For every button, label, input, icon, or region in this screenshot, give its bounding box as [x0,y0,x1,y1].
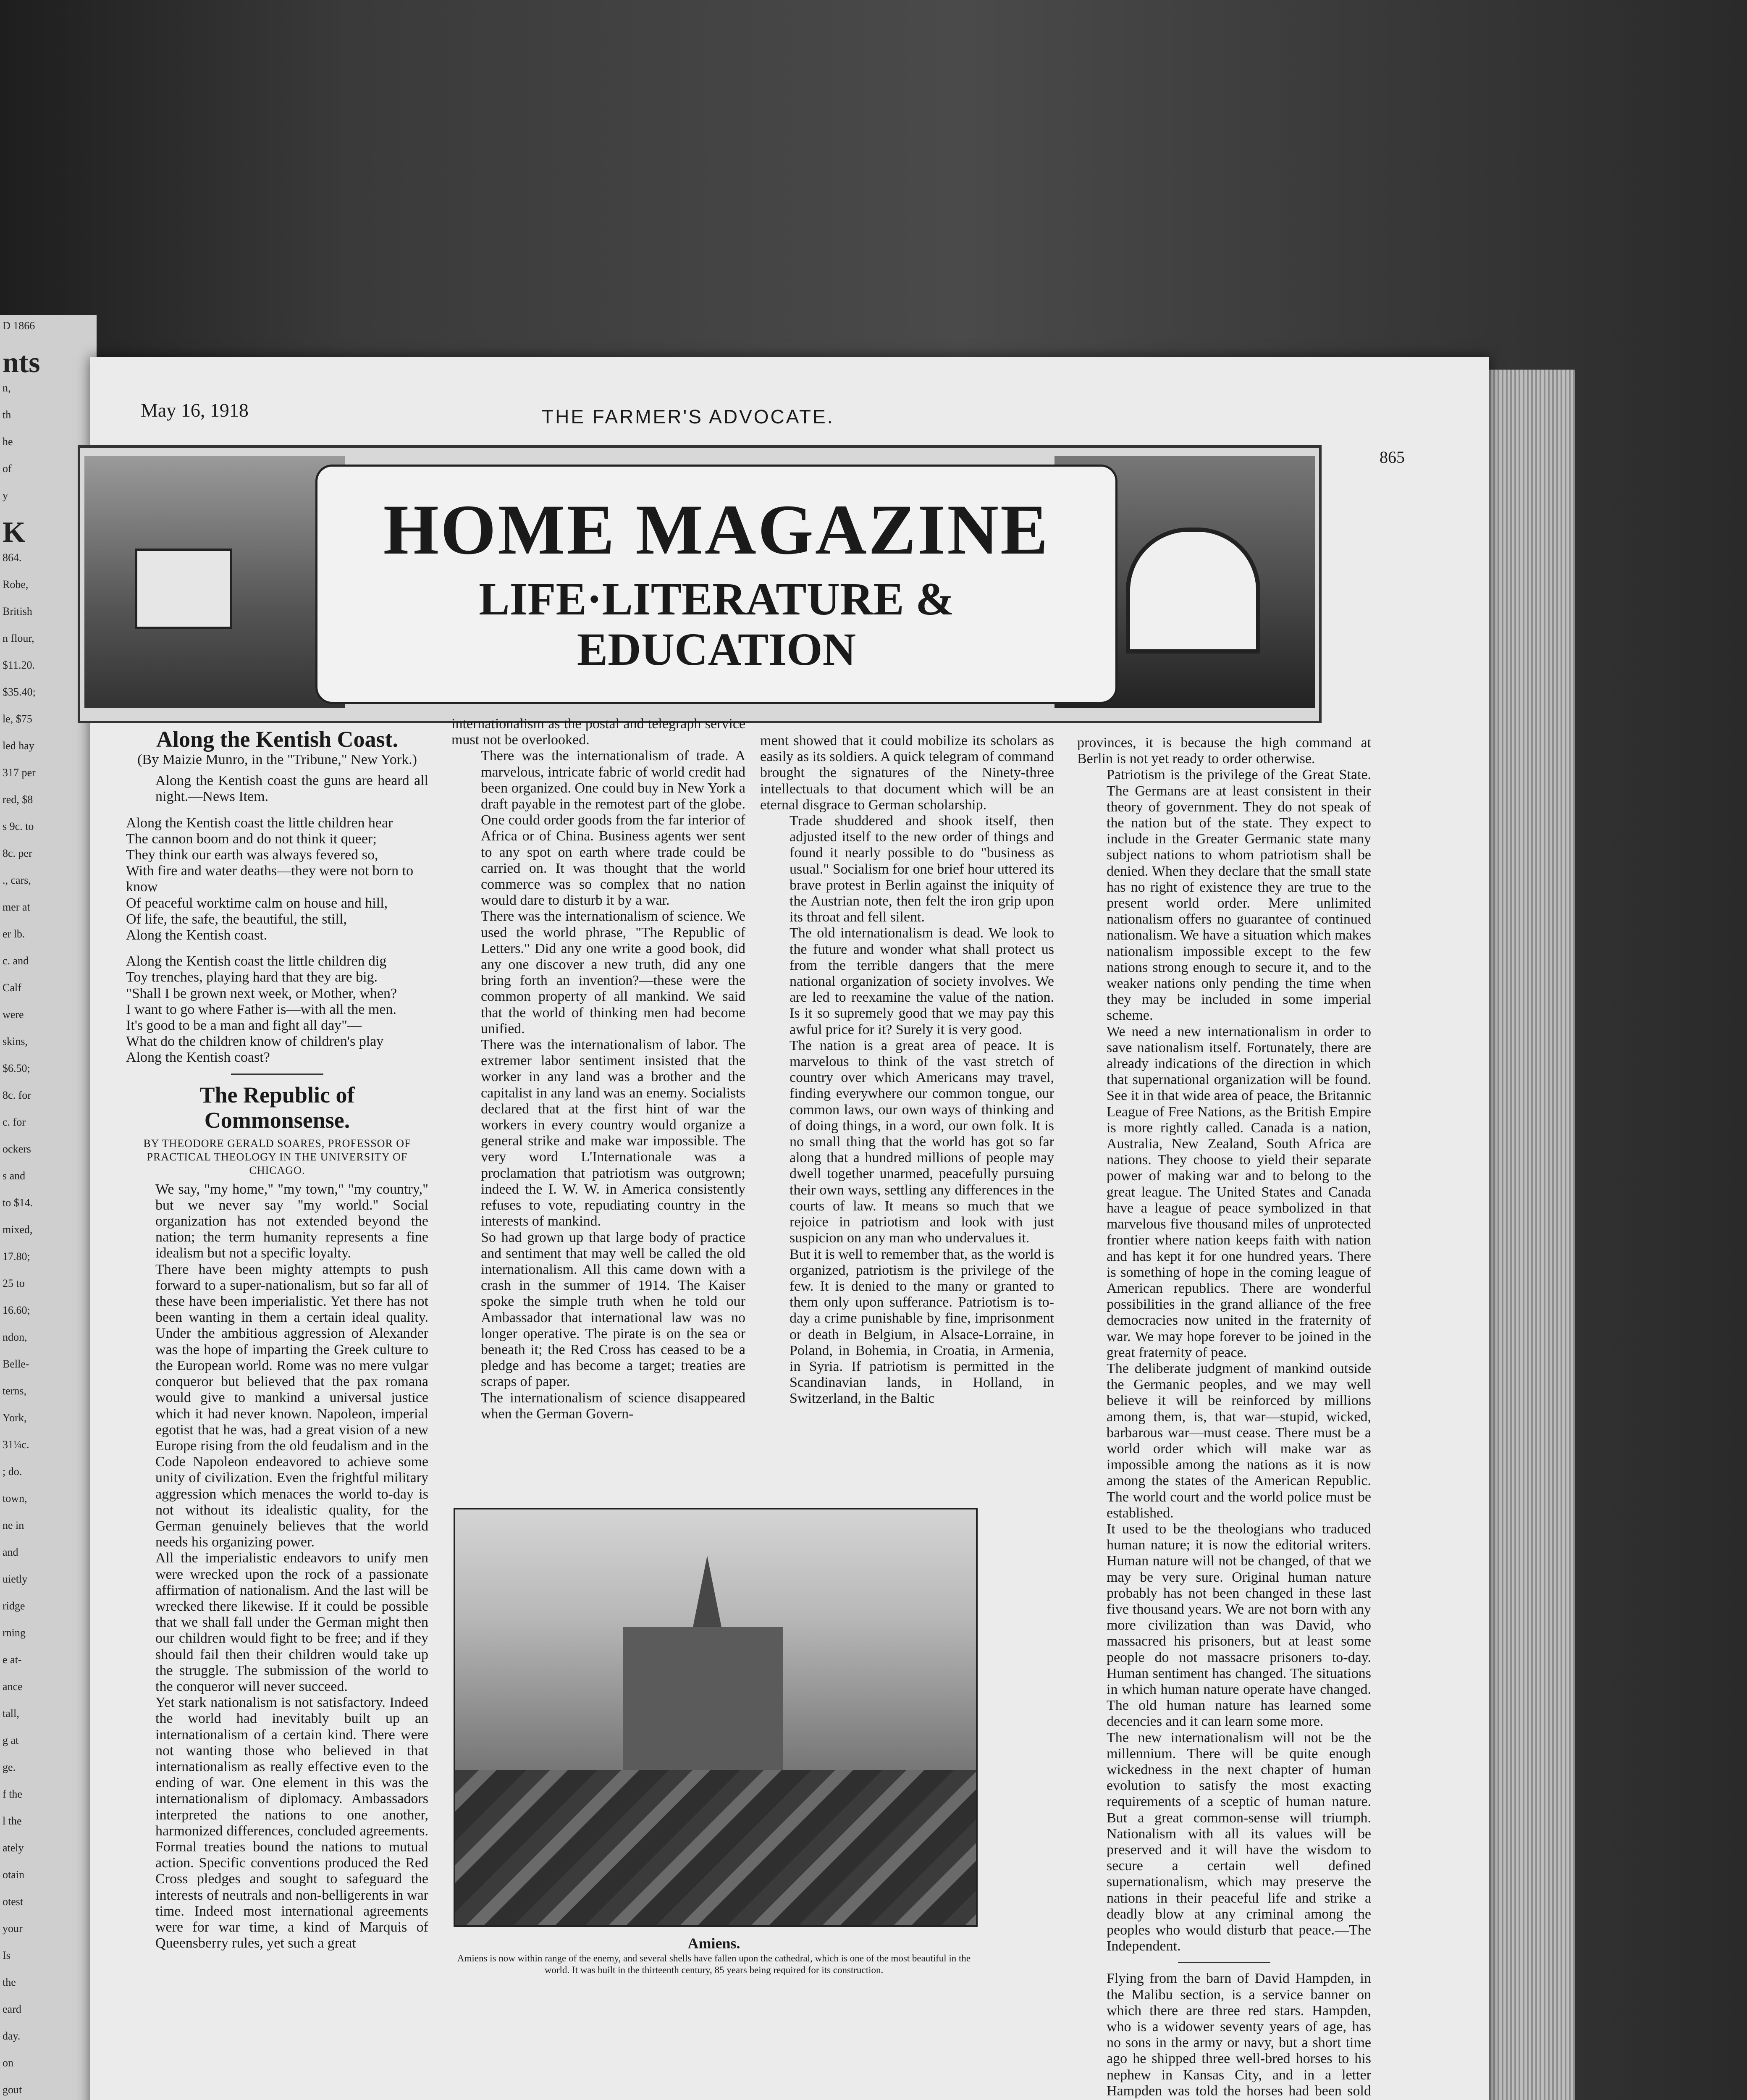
left-page-line: 16.60; [3,1304,30,1316]
poem-line: Of peaceful worktime calm on house and hill, [126,895,388,911]
left-page-line: town, [3,1492,27,1504]
left-page-line: n, [3,382,11,394]
left-page-line: D 1866 [3,320,35,332]
epigraph: Along the Kentish coast the guns are heard all night.—News Item. [155,773,428,805]
paragraph: It used to be the theologians who traduced human nature; it is now the editorial writers. Human nature will not be changed, of that we may be very sure. Original human nature probably has not been changed in these last five thousand years. We are not born with any more civilization than was David, who massacred his prisoners, but at least some people do not massacre prisoners to-day. Human sentiment has changed. The situations in which human nature operate have changed. The old human nature has learned some decencies and it can learn some more. [1107,1521,1371,1730]
left-page-line: ge. [3,1761,16,1773]
left-page-line: Calf [3,982,21,994]
poem-line: Along the Kentish coast the little children hear [126,815,393,831]
poem-line: It's good to be a man and fight all day"— [126,1018,362,1034]
left-page-line: K [3,516,26,549]
left-page-line: $11.20. [3,659,35,671]
article-title: The Republic of Commonsense. [199,1082,355,1133]
left-page-line: c. for [3,1116,26,1128]
poem-line: "Shall I be grown next week, or Mother, when? [126,985,397,1001]
left-page-line: ., cars, [3,874,31,886]
banner-title: HOME MAGAZINE [383,490,1050,569]
left-page-line: mixed, [3,1223,33,1236]
left-page-line: ockers [3,1143,31,1155]
poem-line: What do the children know of children's play [126,1034,384,1050]
left-page-line: l the [3,1815,22,1827]
left-page-line: ndon, [3,1331,27,1343]
poem-line: Along the Kentish coast. [126,927,268,943]
divider [1178,1962,1270,1963]
left-page-line: c. and [3,955,29,967]
column-3 [760,733,1054,1407]
poem-line: I want to go where Father is—with all the men. [126,1001,396,1017]
left-page-line: to $14. [3,1197,33,1209]
left-page-line: Belle- [3,1358,29,1370]
poem-stanza-1 [126,815,428,944]
left-page-line: terns, [3,1385,27,1397]
banner-subtitle: LIFE·LITERATURE & [479,573,954,625]
paragraph: There was the internationalism of science. We used the world phrase, "The Republic of Letters." Did any one write a good book, did any one discover a new truth, did any one bring forth an invention?—these were the common property of all mankind. We said that the world of thinking men had become unified. [481,908,745,1037]
paragraph: We say, "my home," "my town," "my country," but we never say "my world." Social organization has not extended beyond the nation; the term humanity represents a fine idealism but not a specific loyalty. [155,1181,428,1261]
left-page-line: uietly [3,1573,28,1585]
left-page-line: mer at [3,901,30,913]
left-page-line: York, [3,1412,27,1424]
photo-caption [454,1934,974,1976]
left-page-line: he [3,436,13,448]
left-page-line: 31¼c. [3,1438,29,1451]
left-page-line: the [3,1976,16,1988]
home-magazine-banner [78,445,1322,723]
paragraph: But it is well to remember that, as the world is organized, patriotism is the privilege of the few. It is denied to the many or granted to them only upon sufferance. Patriotism is to-day a crime punishable by fine, imprisonment or death in Belgium, in Alsace-Lorraine, in Poland, in Bohemia, in Croatia, in Armenia, in Syria. If patriotism is permitted in the Scandinavian lands, in Holland, in Switzerland, in the Baltic [790,1246,1054,1407]
publication-title: THE FARMER'S ADVOCATE. [542,406,834,428]
left-page-line: otest [3,1895,24,1908]
left-page-line: $6.50; [3,1062,30,1074]
paragraph: Trade shuddered and shook itself, then adjusted itself to the new order of things and found it nearly possible to do "business as usual." Socialism for one brief hour uttered its brave protest in Berlin against the iniquity of the Austrian note, then felt the iron grip upon its throat and fell silent. [790,813,1054,925]
left-page-line: f the [3,1788,22,1800]
left-page-line: er lb. [3,928,25,940]
paragraph: ment showed that it could mobilize its scholars as easily as its soldiers. A quick telegram of command brought the signatures of the Ninety-three intellectuals to that document which will be an eternal disgrace to German scholarship. [760,733,1054,813]
amiens-cathedral-photo [454,1508,978,1927]
article-title: Along the Kentish Coast. [156,727,399,752]
paragraph: There have been mighty attempts to push forward to a super-nationalism, but so far all of these have been imperialistic. Yet there has not been wanting in them a certain ideal quality. Under the ambitious aggression of Alexander was the hope of imparting the Greek culture to the European world. Rome was no mere vulgar conqueror but believed that the pax romana would give to mankind a universal justice which it had never known. Napoleon, imperial egotist that he was, had a great vision of a new Europe rising from the old feudalism and in the Code Napoleon endeavored to achieve some unity of civilization. Even the frightful military aggression which menaces the world to-day is not without its idealistic quality, for the German genuinely believes that the world needs his organizing power. [155,1261,428,1550]
left-page-line: s 9c. to [3,820,34,832]
left-page-line: n flour, [3,632,34,644]
poem-stanza-2 [126,953,428,1066]
page-number: 865 [1380,448,1405,467]
left-page-line: Is [3,1949,10,1961]
paragraph: The deliberate judgment of mankind outside the Germanic peoples, and we may well believe it will be reinforced by millions among them, is, that war—stupid, wicked, barbarous war—must cease. There must be a world order which will make war as impossible among the nations as it is now among the states of the American Republic. The world court and the world police must be established. [1107,1360,1371,1521]
left-page-line: eard [3,2003,21,2015]
issue-date: May 16, 1918 [141,399,249,421]
left-page-line: ately [3,1842,24,1854]
left-page-line: g at [3,1734,19,1746]
left-page-line: otain [3,1869,24,1881]
left-page-line: $35.40; [3,686,36,698]
photo-title: Amiens. [687,1935,740,1952]
photo-caption-text: Amiens is now within range of the enemy, and several shells have fallen upon the cathedral, which is one of the most beautiful in the world. It was built in the thirteenth century, 85 years being required for its construction. [457,1953,971,1975]
left-page-line: Robe, [3,578,29,591]
left-page-line: tall, [3,1707,19,1719]
left-page-line: 25 to [3,1277,25,1289]
paragraph: Flying from the barn of David Hampden, in the Malibu section, is a service banner on which there are three red stars. Hampden, who is a widower seventy years of age, has no sons in the army or navy, but a short time ago he shipped three well-bred horses to his nephew in Kansas City, and in a letter Hampden was told the horses had been sold [1107,1971,1371,2099]
left-page-line: of [3,462,12,475]
left-page-line: nts [3,346,40,379]
left-page-line: day. [3,2030,21,2042]
left-page-line: ; do. [3,1465,22,1478]
poem-line: Along the Kentish coast? [126,1050,270,1066]
left-page-line: 317 per [3,766,36,779]
paragraph: provinces, it is because the high command at Berlin is not yet ready to order otherwise. [1077,735,1371,767]
left-page-line: e at- [3,1654,22,1666]
left-page-line: on [3,2057,13,2069]
paragraph: The new internationalism will not be the millennium. There will be quite enough wickedness in the next chapter of human evolution to satisfy the most exacting requirements of a sceptic of human nature. But a great common-sense will triumph. Nationalism with all its values will be preserved and it will have the wisdom to secure a certain well defined supernationalism, which may preserve the nations in their peaceful life and strike a deadly blow at any criminal among the peoples who would disturb that peace.—The Independent. [1107,1730,1371,1954]
poem-line: They think our earth was always fevered so, [126,847,378,863]
paragraph: Yet stark nationalism is not satisfactory. Indeed the world had inevitably built up an internationalism of a certain kind. There were not wanting those who believed in that internationalism as really effective even to the ending of war. One element in this was the internationalism of diplomacy. Ambassadors interpreted the nations to one another, harmonized differences, concluded agreements. Formal treaties bound the nations to mutual action. Specific conventions produced the Red Cross pledges and sought to safeguard the interests of neutrals and non-belligerents in war time. Indeed most international agreements were for war time, a kind of Marquis of Queensberry rules, yet such a great [155,1695,428,1951]
paragraph: internationalism as the postal and telegraph service must not be overlooked. [451,716,745,748]
paragraph: There was the internationalism of trade. A marvelous, intricate fabric of world credit had been organized. One could buy in New York a draft payable in the remotest part of the globe. One could order goods from the far interior of Africa or of China. Business agents wer sent to any spot on earth where trade could be carried on. It was thought that the world commerce was so complex that no nation would dare to disturb it by a war. [481,748,745,908]
left-page-line: 864. [3,551,22,564]
left-page-line: led hay [3,740,34,752]
banner-subtitle-2: EDUCATION [577,624,856,675]
poem-line: Along the Kentish coast the little children dig [126,953,387,969]
left-page-line: were [3,1008,24,1021]
left-page-line: British [3,605,32,617]
house-icon [135,549,232,629]
column-2 [451,716,745,1422]
left-page-line: le, $75 [3,713,32,725]
column-1 [126,727,428,1951]
left-page-line: and [3,1546,18,1558]
left-page-line: 17.80; [3,1250,30,1263]
left-page-line: your [3,1922,23,1935]
paragraph: The internationalism of science disappeared when the German Govern- [481,1390,745,1422]
paragraph: There was the internationalism of labor. The extremer labor sentiment insisted that the worker in any land was a brother and the capitalist in any land was an enemy. Socialists declared that at the first hint of war the workers in every country would organize a general strike and make war impossible. The very word L'Internationale was a proclamation that patriotism was outgrown; indeed the I. W. W. in America consistently refuses to vote, repudiating country in the interests of mankind. [481,1037,745,1229]
left-page-line: ance [3,1680,23,1693]
paragraph: Patriotism is the privilege of the Great State. The Germans are at least consistent in their theory of government. They do not speak of the nation but of the state. They expect to include in the Greater Germanic state many subject nations to whom patriotism shall be denied. When they declare that the small state has no right of existence they are true to the present world order. Mere unlimited nationalism offers no guarantee of continued nationalism. We have a situation which makes nationalism impossible except to the few nations strong enough to secure it, and to the weaker nations only pending the time when they may be included in some imperial scheme. [1107,767,1371,1024]
left-page-line: rning [3,1627,26,1639]
left-page-line: y [3,489,8,501]
paragraph: So had grown up that large body of practice and sentiment that may well be called the old internationalism. All this came down with a crash in the summer of 1914. The Kaiser spoke the simple truth when he told our Ambassador that international law was no longer operative. The pirate is on the sea or beneath it; the Red Cross has ceased to be a pledge and has become a target; treaties are scraps of paper. [481,1229,745,1390]
left-page-line: 8c. per [3,847,32,859]
poem-line: The cannon boom and do not think it queer; [126,831,377,847]
left-page-line: 8c. for [3,1089,31,1101]
left-page-line: gout [3,2084,22,2096]
paragraph: The nation is a great area of peace. It is marvelous to think of the vast stretch of country over which Americans may travel, finding everywhere our common tongue, our common laws, our own ways of thinking and of doing things, in a word, our own folk. It is no small thing that the world has got so far along that a hundred millions of people may dwell together unarmed, peacefully pursuing their own ways, settling any differences in the courts of law. It means so much that we rejoice in patriotism and look with just suspicion on any man who undervalues it. [790,1037,1054,1246]
paragraph: We need a new internationalism in order to save nationalism itself. Fortunately, there are already indications of the direction in which that supernational organization will be found. See it in that wide area of peace, the Britannic League of Free Nations, as the British Empire is more rightly called. Canada is a nation, Australia, New Zealand, South Africa are nations. They choose to yield their separate power of making war and to belong to the great league. The United States and Canada have a league of peace symbolized in that marvelous five thousand miles of unprotected frontier where nation keeps faith with nation and has kept it for one hundred years. There is something of hope in the coming league of American republics. There are wonderful possibilities in the grand alliance of the free democracies now united in the fraternity of war. We may hope forever to be joined in the great fraternity of peace. [1107,1024,1371,1360]
fireplace-icon [1126,528,1260,654]
divider [231,1074,323,1075]
column-4 [1077,735,1371,2100]
poem-line: With fire and water deaths—they were not born to know [126,863,414,895]
left-page-line: ridge [3,1600,25,1612]
poem-line: Toy trenches, playing hard that they are big. [126,969,378,985]
town-rooftops [455,1770,976,1925]
left-page-line: skins, [3,1035,28,1047]
left-page-line: th [3,409,11,421]
house-scene-illustration [84,456,345,708]
paragraph: All the imperialistic endeavors to unify men were wrecked upon the rock of a passionate affirmation of nationalism. And the last will be wrecked there likewise. If it could be possible that we shall fall under the German might then our children would fight to be free; and if they should fail then their children would take up the struggle. The submission of the world to the conqueror will never succeed. [155,1550,428,1694]
article-byline: BY THEODORE GERALD SOARES, PROFESSOR OF PRACTICAL THEOLOGY IN THE UNIVERSITY OF CHICAGO. [143,1137,411,1176]
left-page-line: red, $8 [3,793,33,806]
left-page-line: ne in [3,1519,24,1531]
article-byline: (By Maizie Munro, in the "Tribune," New York.) [137,752,417,767]
paragraph: The old internationalism is dead. We look to the future and wonder what shall protect us from the terrible dangers that the mere national organization of society involves. We are led to reexamine the value of the nation. Is it so supremely good that we may pay this awful price for it? Surely it is very good. [790,925,1054,1037]
poem-line: Of life, the safe, the beautiful, the still, [126,911,347,927]
left-page-line: s and [3,1170,26,1182]
